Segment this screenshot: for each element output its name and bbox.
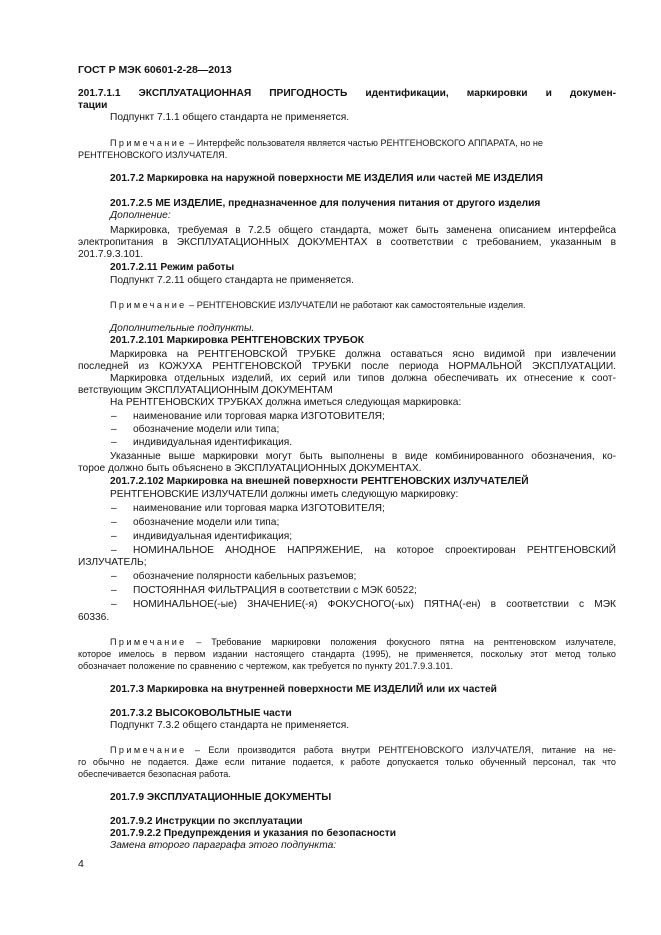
section-title-201-7-1-1-line1: 201.7.1.1 ЭКСПЛУАТАЦИОННАЯ ПРИГОДНОСТЬ идентификации, маркировки и докумен- [78, 88, 616, 99]
text-201-7-2-5-line3: 201.7.9.3.101. [78, 249, 144, 260]
list-dash: – [111, 503, 117, 514]
list-item: обозначение модели или типа; [133, 517, 280, 528]
note-text: – Требование маркировки положения фокусного пятна на рентгеновском излучателе, [196, 637, 616, 647]
section-title-201-7-3-2: 201.7.3.2 ВЫСОКОВОЛЬТНЫЕ части [110, 708, 292, 719]
note-201-7-3-2-line3: обеспечивается безопасная работа. [78, 769, 231, 779]
page-number: 4 [78, 858, 84, 870]
list-dash: – [111, 571, 117, 582]
list-item-continuation: 60336. [78, 612, 110, 623]
list-item: НОМИНАЛЬНОЕ(-ые) ЗНАЧЕНИЕ(-я) ФОКУСНОГО(-ых) ПЯТНА(-ен) в соответствии с МЭК [133, 599, 616, 610]
list-item: ПОСТОЯННАЯ ФИЛЬТРАЦИЯ в соответствии с МЭК 60522; [133, 585, 417, 596]
list-dash: – [111, 411, 117, 422]
note-201-7-2-102-line3: обозначает положение по сравнению с чертежом, как требуется по пункту 201.7.9.3.101. [78, 661, 453, 671]
section-text-201-7-3-2: Подпункт 7.3.2 общего стандарта не применяется. [110, 720, 350, 731]
note-label: Примечание [110, 138, 187, 148]
list-dash: – [111, 599, 117, 610]
text-201-7-2-101-p1-line2: последней из КОЖУХА РЕНТГЕНОВСКОЙ ТРУБКИ после периода НОРМАЛЬНОЙ ЭКСПЛУАТАЦИИ. [78, 361, 616, 372]
list-item: наименование или торговая марка ИЗГОТОВИТЕЛЯ; [133, 503, 385, 514]
section-text-201-7-1-1: Подпункт 7.1.1 общего стандарта не применяется. [110, 112, 350, 123]
list-dash: – [111, 424, 117, 435]
text-201-7-2-101-p3: На РЕНТГЕНОВСКИХ ТРУБКАХ должна иметься следующая маркировка: [110, 397, 462, 408]
text-201-7-2-101-p2-line2: ветствующим ЭКСПЛУАТАЦИОННЫМ ДОКУМЕНТАМ [78, 385, 333, 396]
note-label: Примечание [110, 300, 187, 310]
section-title-201-7-2-5: 201.7.2.5 МЕ ИЗДЕЛИЕ, предназначенное для получения питания от другого изделия [110, 198, 541, 209]
note-201-7-2-102-line1 [110, 636, 616, 648]
note-label: Примечание [110, 745, 187, 755]
section-title-201-7-2: 201.7.2 Маркировка на наружной поверхности МЕ ИЗДЕЛИЯ или частей МЕ ИЗДЕЛИЯ [110, 173, 543, 184]
note-text: – РЕНТГЕНОВСКИЕ ИЗЛУЧАТЕЛИ не работают как самостоятельные изделия. [189, 300, 526, 310]
list-item: индивидуальная идентификация; [133, 531, 293, 542]
list-item: НОМИНАЛЬНОЕ АНОДНОЕ НАПРЯЖЕНИЕ, на которое спроектирован РЕНТГЕНОВСКИЙ [133, 545, 616, 556]
note-201-7-3-2-line1 [110, 744, 616, 756]
section-title-201-7-2-101: 201.7.2.101 Маркировка РЕНТГЕНОВСКИХ ТРУБОК [110, 335, 365, 346]
list-item: обозначение модели или типа; [133, 424, 280, 435]
list-dash: – [111, 585, 117, 596]
text-201-7-2-102-p1: РЕНТГЕНОВСКИЕ ИЗЛУЧАТЕЛИ должны иметь следующую маркировку: [110, 489, 459, 500]
text-201-7-2-101-p4-line2: торое должно быть объяснено в ЭКСПЛУАТАЦИОННЫХ ДОКУМЕНТАХ. [78, 463, 422, 474]
text-201-7-2-101-p2-line1: Маркировка отдельных изделий, их серий или типов должна обеспечивать их отнесение к соот- [110, 373, 616, 384]
text-span: Маркировка, требуемая в 7.2.5 общего стандарта, может быть заменена описанием интерфейса [110, 225, 616, 236]
section-title-201-7-9-2: 201.7.9.2 Инструкции по эксплуатации [110, 816, 303, 827]
replacement-label: Замена второго параграфа этого подпункта: [110, 840, 337, 851]
additional-subclauses-label: Дополнительные подпункты. [110, 323, 255, 334]
list-item: наименование или торговая марка ИЗГОТОВИТЕЛЯ; [133, 411, 385, 422]
section-title-201-7-3: 201.7.3 Маркировка на внутренней поверхности МЕ ИЗДЕЛИЙ или их частей [110, 684, 497, 695]
note-201-7-2-11 [110, 299, 526, 311]
note-text: – Интерфейс пользователя является частью РЕНТГЕНОВСКОГО АППАРАТА, но не [189, 138, 543, 148]
section-title-201-7-2-11: 201.7.2.11 Режим работы [110, 262, 235, 273]
note-201-7-1-1-line2: РЕНТГЕНОВСКОГО ИЗЛУЧАТЕЛЯ. [78, 150, 228, 160]
note-201-7-3-2-line2: го обычно не подается. Даже если питание подается, к работе допускается только обученный персонал, так что [78, 757, 616, 767]
section-text-201-7-2-11: Подпункт 7.2.11 общего стандарта не применяется. [110, 275, 354, 286]
section-title-201-7-9: 201.7.9 ЭКСПЛУАТАЦИОННЫЕ ДОКУМЕНТЫ [110, 792, 332, 803]
list-item-continuation: ИЗЛУЧАТЕЛЬ; [78, 557, 147, 568]
list-item: индивидуальная идентификация. [133, 437, 293, 448]
section-title-201-7-1-1-line2: тации [78, 100, 108, 111]
list-dash: – [111, 437, 117, 448]
text-201-7-2-5-line1 [78, 225, 616, 237]
list-dash: – [111, 517, 117, 528]
note-201-7-2-102-line2: которое имелось в первом издании настоящего стандарта (1995), не применяется, поскольку этот метод только [78, 649, 616, 659]
list-item: обозначение полярности кабельных разъемов; [133, 571, 357, 582]
section-title-201-7-2-102: 201.7.2.102 Маркировка на внешней поверхности РЕНТГЕНОВСКИХ ИЗЛУЧАТЕЛЕЙ [110, 476, 529, 487]
note-text: – Если производится работа внутри РЕНТГЕНОВСКОГО ИЗЛУЧАТЕЛЯ, питание на не- [194, 745, 616, 755]
list-dash: – [111, 531, 117, 542]
addition-label-201-7-2-5: Дополнение: [110, 210, 171, 221]
document-header: ГОСТ Р МЭК 60601-2-28—2013 [78, 64, 232, 76]
text-201-7-2-101-p1-line1: Маркировка на РЕНТГЕНОВСКОЙ ТРУБКЕ должна оставаться ясно видимой при извлечении [110, 349, 616, 360]
text-201-7-2-5-line2: электропитания в ЭКСПЛУАТАЦИОННЫХ ДОКУМЕНТАХ в соответствии с требованием, указанным в [78, 237, 616, 248]
text-201-7-2-101-p4-line1: Указанные выше маркировки могут быть выполнены в виде комбинированного обозначения, ко- [110, 451, 616, 462]
section-title-201-7-9-2-2: 201.7.9.2.2 Предупреждения и указания по безопасности [110, 828, 397, 839]
note-201-7-1-1-line1 [110, 137, 543, 149]
list-dash: – [111, 545, 117, 556]
note-label: Примечание [110, 637, 187, 647]
